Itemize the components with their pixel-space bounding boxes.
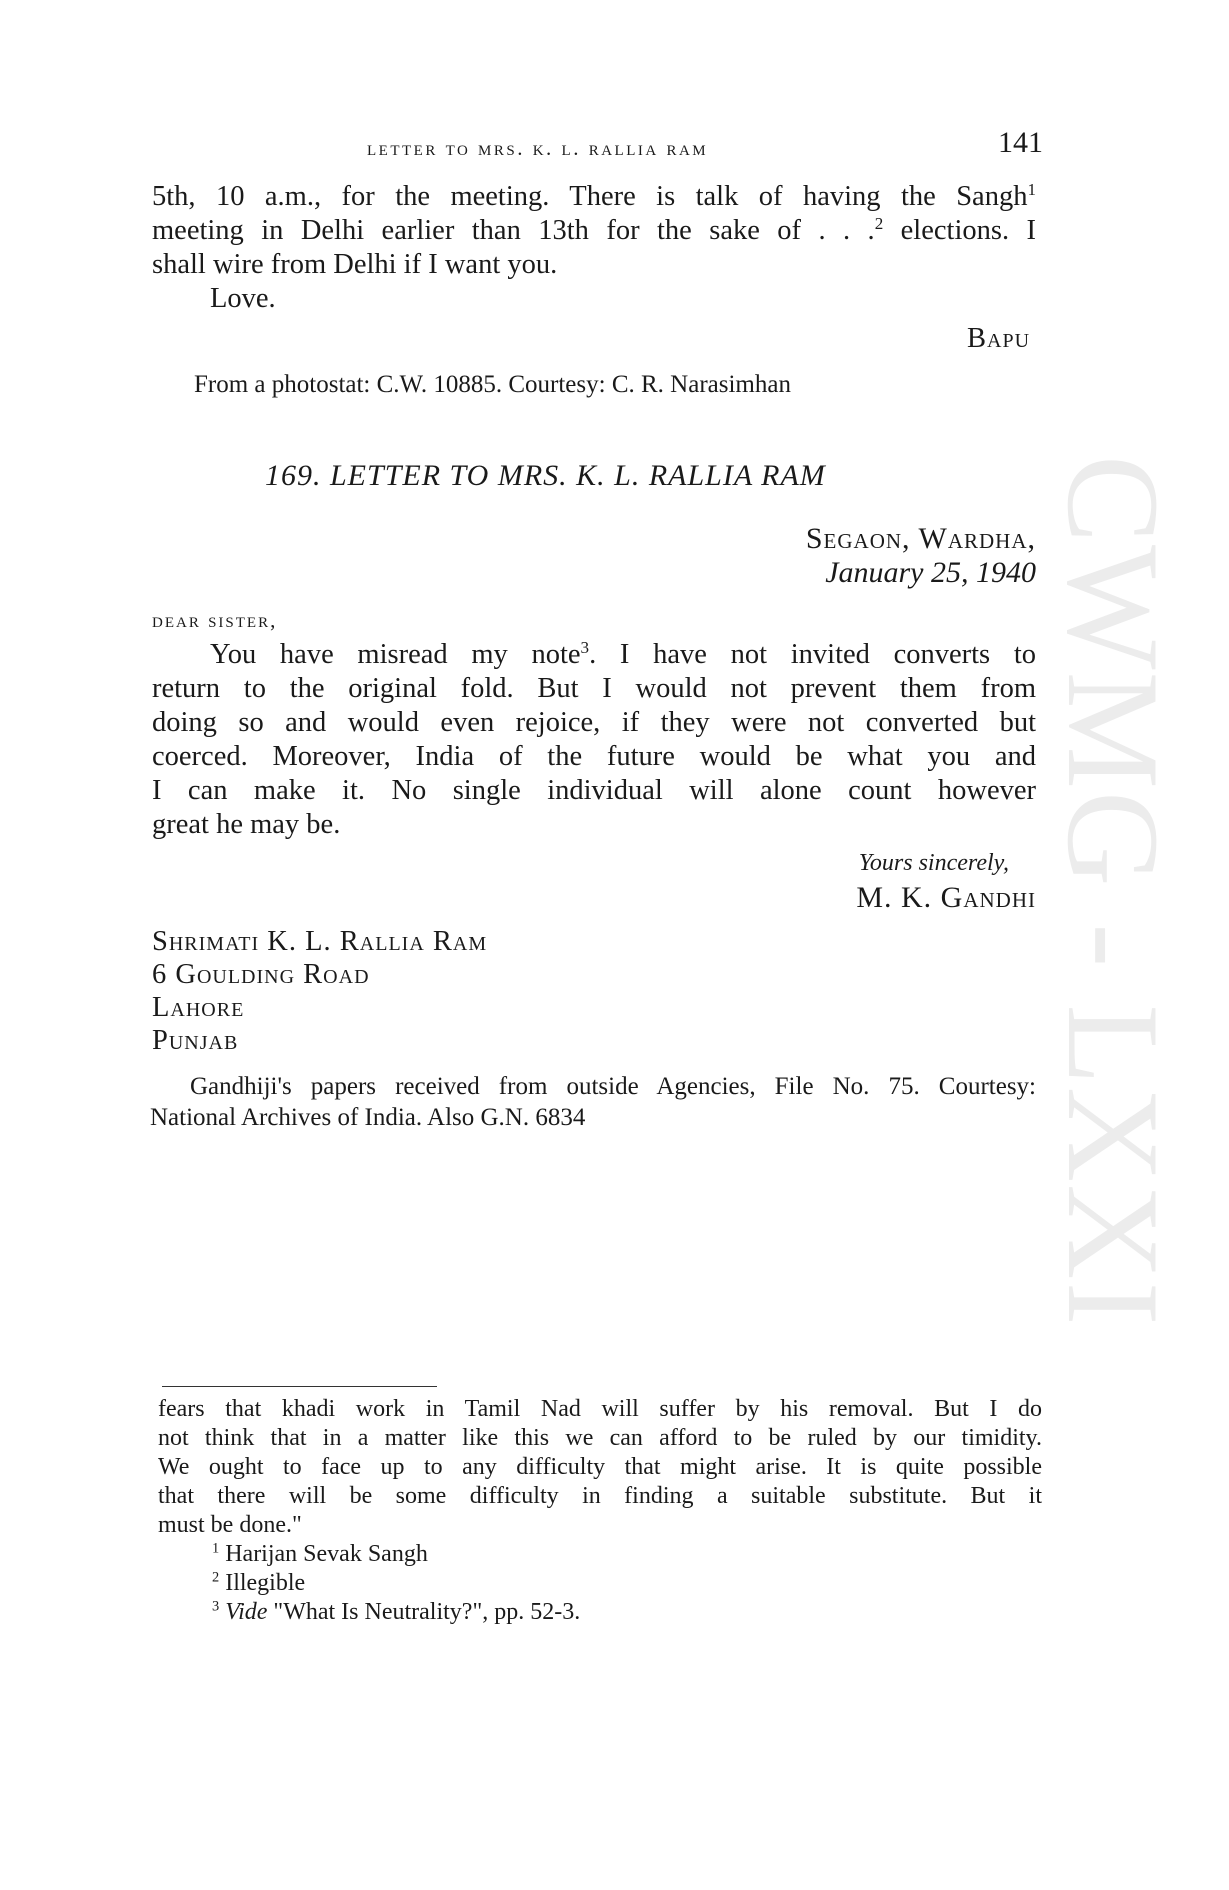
letter-body-line-1-b: . I have not invited converts to [589, 639, 1036, 670]
footnote-3 [212, 1598, 580, 1627]
footnote-ref-2: 2 [874, 213, 884, 233]
letter-source-line-2: National Archives of India. Also G.N. 6834 [150, 1104, 586, 1131]
prev-letter-line-2 [152, 214, 1036, 248]
footnote-1-marker: 1 [212, 1540, 220, 1557]
letter-body-line-4: coerced. Moreover, India of the future would be what you and [152, 741, 1036, 772]
prev-letter-line-1-text: 5th, 10 a.m., for the meeting. There is talk of having the Sangh [152, 181, 1028, 212]
letter-body-line-5: I can make it. No single individual will alone count however [152, 775, 1036, 806]
footnote-continued-line-3: We ought to face up to any difficulty that might arise. It is quite possible [158, 1454, 1042, 1480]
letter-signature: M. K. Gandhi [856, 881, 1036, 914]
letter-source-line-1: Gandhiji's papers received from outside Agencies, File No. 75. Courtesy: [190, 1073, 1036, 1100]
prev-letter-line-2-tail: elections. I [883, 215, 1036, 246]
letter-salutation: dear sister, [152, 608, 278, 632]
letter-body-line-2: return to the original fold. But I would not prevent them from [152, 673, 1036, 704]
letter-body-line-1-a: You have misread my note [210, 639, 581, 670]
footnote-ref-1: 1 [1027, 179, 1036, 199]
letter-date: January 25, 1940 [825, 556, 1036, 589]
letter-title: 169. LETTER TO MRS. K. L. RALLIA RAM [265, 459, 826, 492]
footnote-continued-line-1: fears that khadi work in Tamil Nad will suffer by his removal. But I do [158, 1396, 1042, 1422]
footnote-2-text: Illegible [225, 1570, 306, 1596]
address-line-3: Lahore [152, 992, 245, 1023]
footnote-continued-line-5: must be done." [158, 1512, 302, 1538]
running-header: letter to mrs. k. l. rallia ram [367, 136, 709, 160]
letter-body-line-3: doing so and would even rejoice, if they were not converted but [152, 707, 1036, 738]
prev-letter-signature: Bapu [967, 323, 1031, 354]
prev-letter-source: From a photostat: C.W. 10885. Courtesy: C. R. Narasimhan [194, 371, 791, 398]
footnote-continued-line-2: not think that in a matter like this we can afford to be ruled by our timidity. [158, 1425, 1042, 1451]
footnote-divider [162, 1386, 437, 1387]
footnote-ref-3: 3 [580, 637, 590, 657]
footnote-3-vide: Vide [225, 1599, 268, 1625]
page-number: 141 [998, 126, 1043, 159]
letter-body-line-6: great he may be. [152, 809, 341, 840]
letter-complimentary-close: Yours sincerely, [858, 850, 1009, 876]
footnote-continued-line-4: that there will be some difficulty in finding a suitable substitute. But it [158, 1483, 1042, 1509]
address-line-1: Shrimati K. L. Rallia Ram [152, 926, 488, 957]
footnote-2-marker: 2 [212, 1569, 220, 1586]
footnote-2 [212, 1569, 305, 1598]
prev-letter-line-2-text: meeting in Delhi earlier than 13th for the sake of . . . [152, 215, 875, 246]
footnote-1 [212, 1540, 428, 1569]
footnote-1-text: Harijan Sevak Sangh [225, 1541, 428, 1567]
footnote-3-text: "What Is Neutrality?", pp. 52-3. [273, 1599, 581, 1625]
prev-letter-line-1 [152, 180, 1036, 214]
footnote-3-marker: 3 [212, 1598, 220, 1615]
address-line-2: 6 Goulding Road [152, 959, 370, 990]
prev-letter-line-3: shall wire from Delhi if I want you. [152, 249, 558, 280]
prev-letter-closing: Love. [210, 283, 276, 314]
watermark-text: CWMG - LXXI [1040, 455, 1187, 1328]
address-line-4: Punjab [152, 1025, 239, 1056]
letter-place: Segaon, Wardha, [805, 522, 1036, 555]
letter-body-line-1 [210, 638, 1036, 672]
